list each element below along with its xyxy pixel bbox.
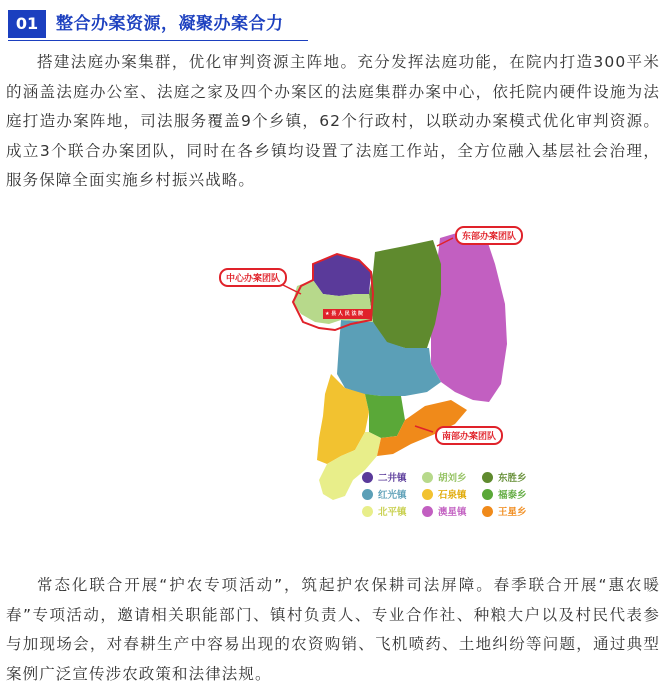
legend-item-wangxing	[482, 504, 527, 518]
map-region-aoxing	[431, 230, 507, 402]
label-center-team: 中心办案团队	[219, 268, 287, 287]
legend-label: 二井镇	[378, 473, 407, 484]
legend-dot-icon	[422, 472, 433, 483]
paragraph-2: 常态化联合开展“护农专项活动”，筑起护农保耕司法屏障。春季联合开展“惠农暖春”专项活动，邀请相关职能部门、镇村负责人、专业合作社、种粮大户以及村民代表参与加现场会，对春耕生产中容易出现的农资购销、飞机喷药、土地纠纷等问题，通过典型案例广泛宣传涉农政策和法律法规。	[6, 576, 660, 683]
legend-label: 石泉镇	[438, 490, 467, 501]
label-south-team: 南部办案团队	[435, 426, 503, 445]
legend-item-dongsheng	[482, 470, 527, 484]
map-legend	[362, 470, 542, 520]
section-number-badge: 01	[8, 10, 46, 38]
legend-label: 北平镇	[378, 507, 407, 518]
label-east-team: 东部办案团队	[455, 226, 523, 245]
legend-dot-icon	[482, 506, 493, 517]
legend-item-huliu	[422, 470, 467, 484]
legend-dot-icon	[362, 506, 373, 517]
legend-item-erjing	[362, 470, 407, 484]
legend-dot-icon	[362, 472, 373, 483]
legend-dot-icon	[422, 506, 433, 517]
legend-label: 东胜乡	[498, 473, 527, 484]
court-marker-label: ★ 县 人 民 法 院	[325, 311, 364, 317]
legend-item-hongguang	[362, 487, 407, 501]
legend-label: 澳星镇	[438, 507, 467, 518]
legend-label: 福泰乡	[498, 490, 527, 501]
section-divider	[8, 40, 308, 41]
legend-item-shiquan	[422, 487, 467, 501]
legend-item-beiping	[362, 504, 407, 518]
legend-label: 红光镇	[378, 490, 407, 501]
paragraph-1: 搭建法庭办案集群，优化审判资源主阵地。充分发挥法庭功能，在院内打造300平米的涵盖法庭办公室、法庭之家及四个办案区的法庭集群办案中心，依托院内硬件设施为法庭打造办案阵地，司法服务覆盖9个乡镇，62个行政村，以联动办案模式优化审判资源。成立3个联合办案团队，同时在各乡镇均设置了法庭工作站，全方位融入基层社会治理，服务保障全面实施乡村振兴战略。	[6, 53, 660, 189]
legend-dot-icon	[482, 489, 493, 500]
legend-label: 王星乡	[498, 507, 527, 518]
legend-dot-icon	[482, 472, 493, 483]
legend-dot-icon	[422, 489, 433, 500]
legend-label: 胡刘乡	[438, 473, 467, 484]
legend-dot-icon	[362, 489, 373, 500]
legend-item-aoxing	[422, 504, 467, 518]
map-region-futai	[365, 394, 405, 438]
legend-item-futai	[482, 487, 527, 501]
section-title: 整合办案资源，凝聚办案合力	[56, 14, 284, 34]
section-header	[8, 10, 308, 40]
